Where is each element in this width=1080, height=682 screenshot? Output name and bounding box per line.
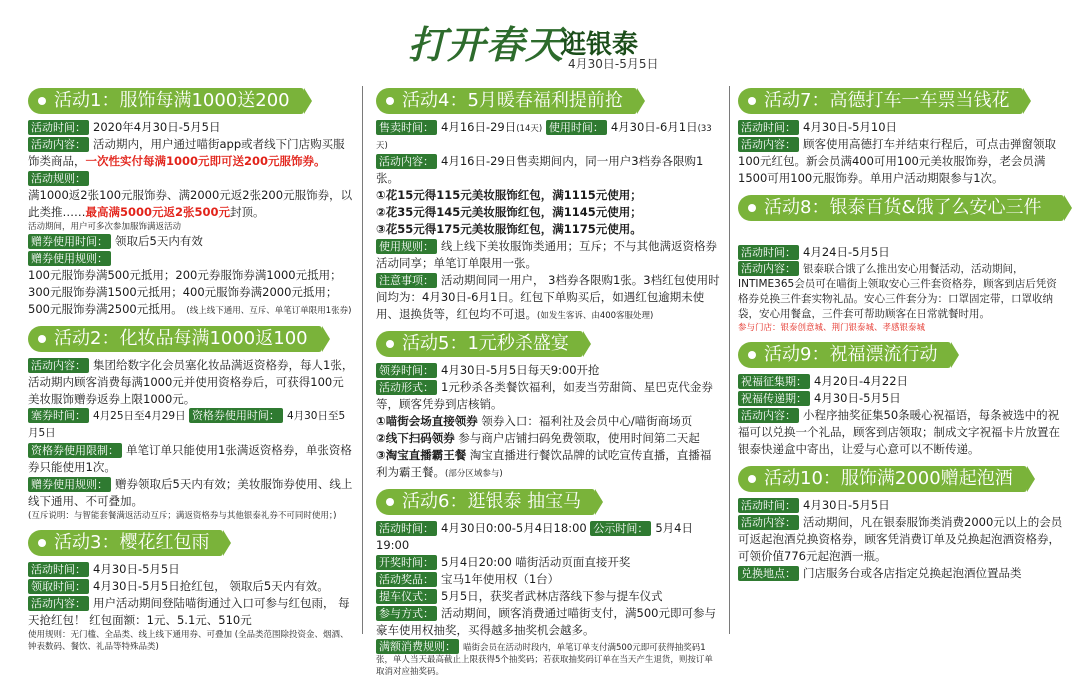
label-tag: 活动内容： [28,596,89,611]
activity-time: 4月30日0:00-5月4日18:00 [441,521,587,535]
label-tag: 兑换地点： [738,566,799,581]
label-tag: 使用规则： [376,239,437,254]
highlight-text: 最高满5000元返2张500元 [85,205,231,219]
form-text: 1元秒杀各类餐饮福利，如麦当劳甜筒、星巴克代金券等，顾客凭券到店核销。 [376,380,713,411]
label-tag: 使用时间： [546,120,607,135]
label-tag: 活动时间： [28,562,89,577]
label-tag: 祝福征集期： [738,374,810,389]
note-small: (14天) [516,124,543,134]
note-small: (互斥说明：与智能套餐满返活动互斥；满返资格券与其他银泰礼券不可同时使用；) [28,511,337,521]
column-2 [376,84,720,682]
label-tag: 活动内容： [738,261,799,276]
get-time: 4月30日-5月5日抢红包， 领取后5天内有效。 [93,579,329,593]
label-tag: 活动时间： [738,245,799,260]
activity-banner: 活动1：服饰每满1000送200 [28,88,304,114]
label-tag: 活动时间： [738,120,799,135]
item-text: 领券入口：福利社及会员中心/喵街商场页 [481,414,693,428]
gift-rule-line: 500元服饰券满2500元抵用。 [28,302,183,316]
offer-item: ③花55元得175元美妆服饰红包，满1175元使用。 [376,222,642,236]
label-tag: 活动内容： [738,515,799,530]
activity-content: 4月16日-29日售卖期间内，同一用户3档券各限购1张。 [376,154,704,185]
label-tag: 注意事项： [376,273,437,288]
store-note: 参与门店：银泰创意城、荆门银泰城、孝感银泰城 [738,323,926,333]
activity-banner: 活动9：祝福漂流行动 [738,342,951,368]
activity-banner: 活动4：5月暖春福利提前抢 [376,88,637,114]
place-text: 门店服务台或各店指定兑换起泡酒位置品类 [803,566,1022,580]
page-subtitle: 逛银泰 [560,30,639,60]
label-tag: 活动时间： [376,521,437,536]
label-tag: 活动形式： [376,380,437,395]
gift-rule: 赠券领取后5天内有效；美妆服饰券使用、线上线下通用、不可叠加。 [28,477,353,508]
label-tag: 赠券使用规则： [28,251,111,266]
label-tag: 开奖时间： [376,555,437,570]
note-small: (线上线下通用、互斥、单笔订单限用1张券) [186,306,352,316]
label-tag: 售卖时间： [376,120,437,135]
gift-time: 领取后5天内有效 [115,234,203,248]
activity-banner: 活动2：化妆品每满1000返100 [28,326,322,352]
activity-time: 4月24日-5月5日 [803,245,890,259]
label-tag: 活动时间： [738,498,799,513]
item-text: 淘宝直播进行餐饮品牌的试吃宣传直播，直播福利为霸王餐。 [376,448,712,479]
activity-7 [738,84,1064,187]
activity-content: 小程序抽奖征集50条暖心祝福语，每条被选中的祝福可以兑换一个礼品，顾客到店领取；制成文字祝福卡片放置在银泰快递盒中寄出，让爱与心意可以不断传递。 [738,408,1060,456]
activity-banner: 活动3：樱花红包雨 [28,530,223,556]
rule-text: 线上线下美妆服饰类通用；互斥；不与其他满返资格券活动同享；单笔订单限用一张。 [376,239,717,270]
label-tag: 提车仪式： [376,589,437,604]
column-divider [729,86,730,634]
way-text: 活动期间，顾客消费通过喵街支付，满500元即可参与豪车使用权抽奖，买得越多抽奖机会越多。 [376,606,716,637]
note-small: 使用规则：无门槛、全品类、线上线下通用券、可叠加 (全品类范围除投资金、烟酒、钟表数码、餐饮、礼品等特殊品类) [28,630,349,652]
activity-6 [376,485,720,678]
label-tag: 资格券使用限制： [28,443,122,458]
full-rule: 喵街会员在活动时段内，单笔订单支付满500元即可获得抽奖码1张，单人当天最高截止上限获得5个抽奖码；若获取抽奖码订单在当天产生退货，则按订单取消对应抽奖码。 [376,643,713,677]
activity-banner: 活动6：逛银泰 抽宝马 [376,489,595,515]
activity-time: 4月30日-5月5日 [803,498,890,512]
activity-content: 顾客使用高德打车并结束行程后，可点击弹窗领取100元红包。新会员满400可用100元美妆服饰券，老会员满1500可用100元服饰券。单用户活动期限参与1次。 [738,137,1056,185]
label-tag: 塞券时间： [28,408,89,423]
activity-time: 2020年4月30日-5月5日 [93,120,221,134]
gift-rule-line: 100元服饰券满500元抵用；200元券服饰券满1000元抵用； [28,268,342,282]
activity-3 [28,526,354,653]
rule-end: 封顶。 [230,205,265,219]
activity-5 [376,327,720,481]
activity-banner: 活动8：银泰百货&饿了么安心三件套 [738,195,1064,221]
label-tag: 活动内容： [376,154,437,169]
gift-rule-line: 300元服饰券满1500元抵用；400元服饰券满2000元抵用； [28,285,338,299]
note-small: (部分区域参与) [445,469,503,479]
activity-8 [738,191,1064,334]
label-tag: 活动内容： [28,358,89,373]
note-text: 活动期间同一用户， 3档券各限购1张。3档红包使用时间均为：4月30日-6月1日。红包下单购买后，如遇红包逾期未使用、退换货等，红包均不可退。 [376,273,720,321]
spread-time: 4月30日-5月5日 [814,391,901,405]
label-tag: 活动内容： [738,408,799,423]
collect-time: 4月20日-4月22日 [814,374,909,388]
label-tag: 公示时间： [590,521,651,536]
item-title: ③淘宝直播霸王餐 [376,448,467,462]
item-title: ②线下扫码领券 [376,431,455,445]
label-tag: 领券时间： [376,363,437,378]
activity-1 [28,84,354,318]
label-tag: 活动内容： [28,137,89,152]
column-3 [738,84,1064,586]
prize-text: 宝马1年使用权（1台） [441,572,560,586]
label-tag: 活动时间： [28,120,89,135]
note-small: 活动期间，用户可多次参加服饰满返活动 [28,222,182,232]
column-1 [28,84,354,657]
label-tag: 赠券使用时间： [28,234,111,249]
label-tag: 活动规则： [28,171,89,186]
item-text: 参与商户店铺扫码免费领取，使用时间第二天起 [458,431,700,445]
activity-time: 4月30日-5月5日 [93,562,180,576]
label-tag: 祝福传递期： [738,391,810,406]
label-tag: 领取时间： [28,579,89,594]
activity-10 [738,462,1064,582]
offer-item: ①花15元得115元美妆服饰红包，满1115元使用； [376,188,642,202]
note-small: (如发生客诉、由400客服处理) [537,311,654,321]
offer-item: ②花35元得145元美妆服饰红包，满1145元使用； [376,205,642,219]
label-tag: 活动奖品： [376,572,437,587]
activity-banner: 活动5：1元秒杀盛宴 [376,331,583,357]
activity-banner: 活动10：服饰满2000赠起泡酒 [738,466,1027,492]
activity-4 [376,84,720,323]
get-time: 4月30日-5月5日每天9:00开抢 [441,363,600,377]
draw-time: 5月4日20:00 喵街活动页面直接开奖 [441,555,631,569]
use-time: 4月30日-6月1日 [610,120,698,134]
ceremony-text: 5月5日，获奖者武林店落线下参与提车仪式 [441,589,663,603]
activity-content: 集团给数字化会员塞化妆品满返资格券，每人1张，活动期内顾客消费每满1000元并使用资格券后，可获得100元美妆服饰赠券返券上限1000元。 [28,358,354,406]
rule-text: 满1000返2张100元服饰券、满2000元返2张200元服饰券，以此类推…… [28,188,353,219]
label-tag: 满额消费规则： [376,639,459,654]
activity-content: 活动期内，用户通过喵街app或者线下门店购买服饰类商品， [28,137,345,168]
activity-time: 4月30日-5月10日 [803,120,898,134]
limit-text: 单笔订单只能使用1张满返资格券，单张资格券只能使用1次。 [28,443,352,474]
activity-banner: 活动7：高德打车一车票当钱花 [738,88,1023,114]
pub-time: 5月4日19:00 [376,521,693,552]
column-divider [362,86,363,634]
label-tag: 资格券使用时间： [189,408,283,423]
page-title: 打开春天 [408,22,565,67]
note-small: (33天) [376,124,712,151]
label-tag: 赠券使用规则： [28,477,111,492]
activity-9 [738,338,1064,458]
activity-content: 用户活动期间登陆喵街通过入口可参与红包雨， 每天抢红包！ 红包面额：1元、5.1元、510元 [28,596,350,627]
date-range: 4月30日-5月5日 [568,57,659,71]
activity-time: 4月25日至4月29日 [93,410,186,422]
activity-content: 银泰联合饿了么推出安心用餐活动，活动期间，INTIME365会员可在喵街上领取安心三件套资格券，顾客到店后凭资格券兑换三件套实物礼品。安心三件套分为：口罩固定带，口罩收纳袋，安心用餐盒，三件套可帮助顾客在日常就餐时用。 [738,263,1057,320]
activity-2 [28,322,354,522]
header [0,0,1080,78]
item-title: ①喵街会场直接领券 [376,414,478,428]
label-tag: 参与方式： [376,606,437,621]
activity-content: 活动期间，凡在银泰服饰类消费2000元以上的会员可返起泡酒兑换资格券，顾客凭消费订单及兑换起泡酒资格券，可领价值776元起泡酒一瓶。 [738,515,1063,563]
use-time: 4月30日至5月5日 [28,410,346,439]
sell-time: 4月16日-29日 [441,120,517,134]
label-tag: 活动内容： [738,137,799,152]
highlight-text: 一次性实付每满1000元即可送200元服饰券。 [85,154,326,168]
